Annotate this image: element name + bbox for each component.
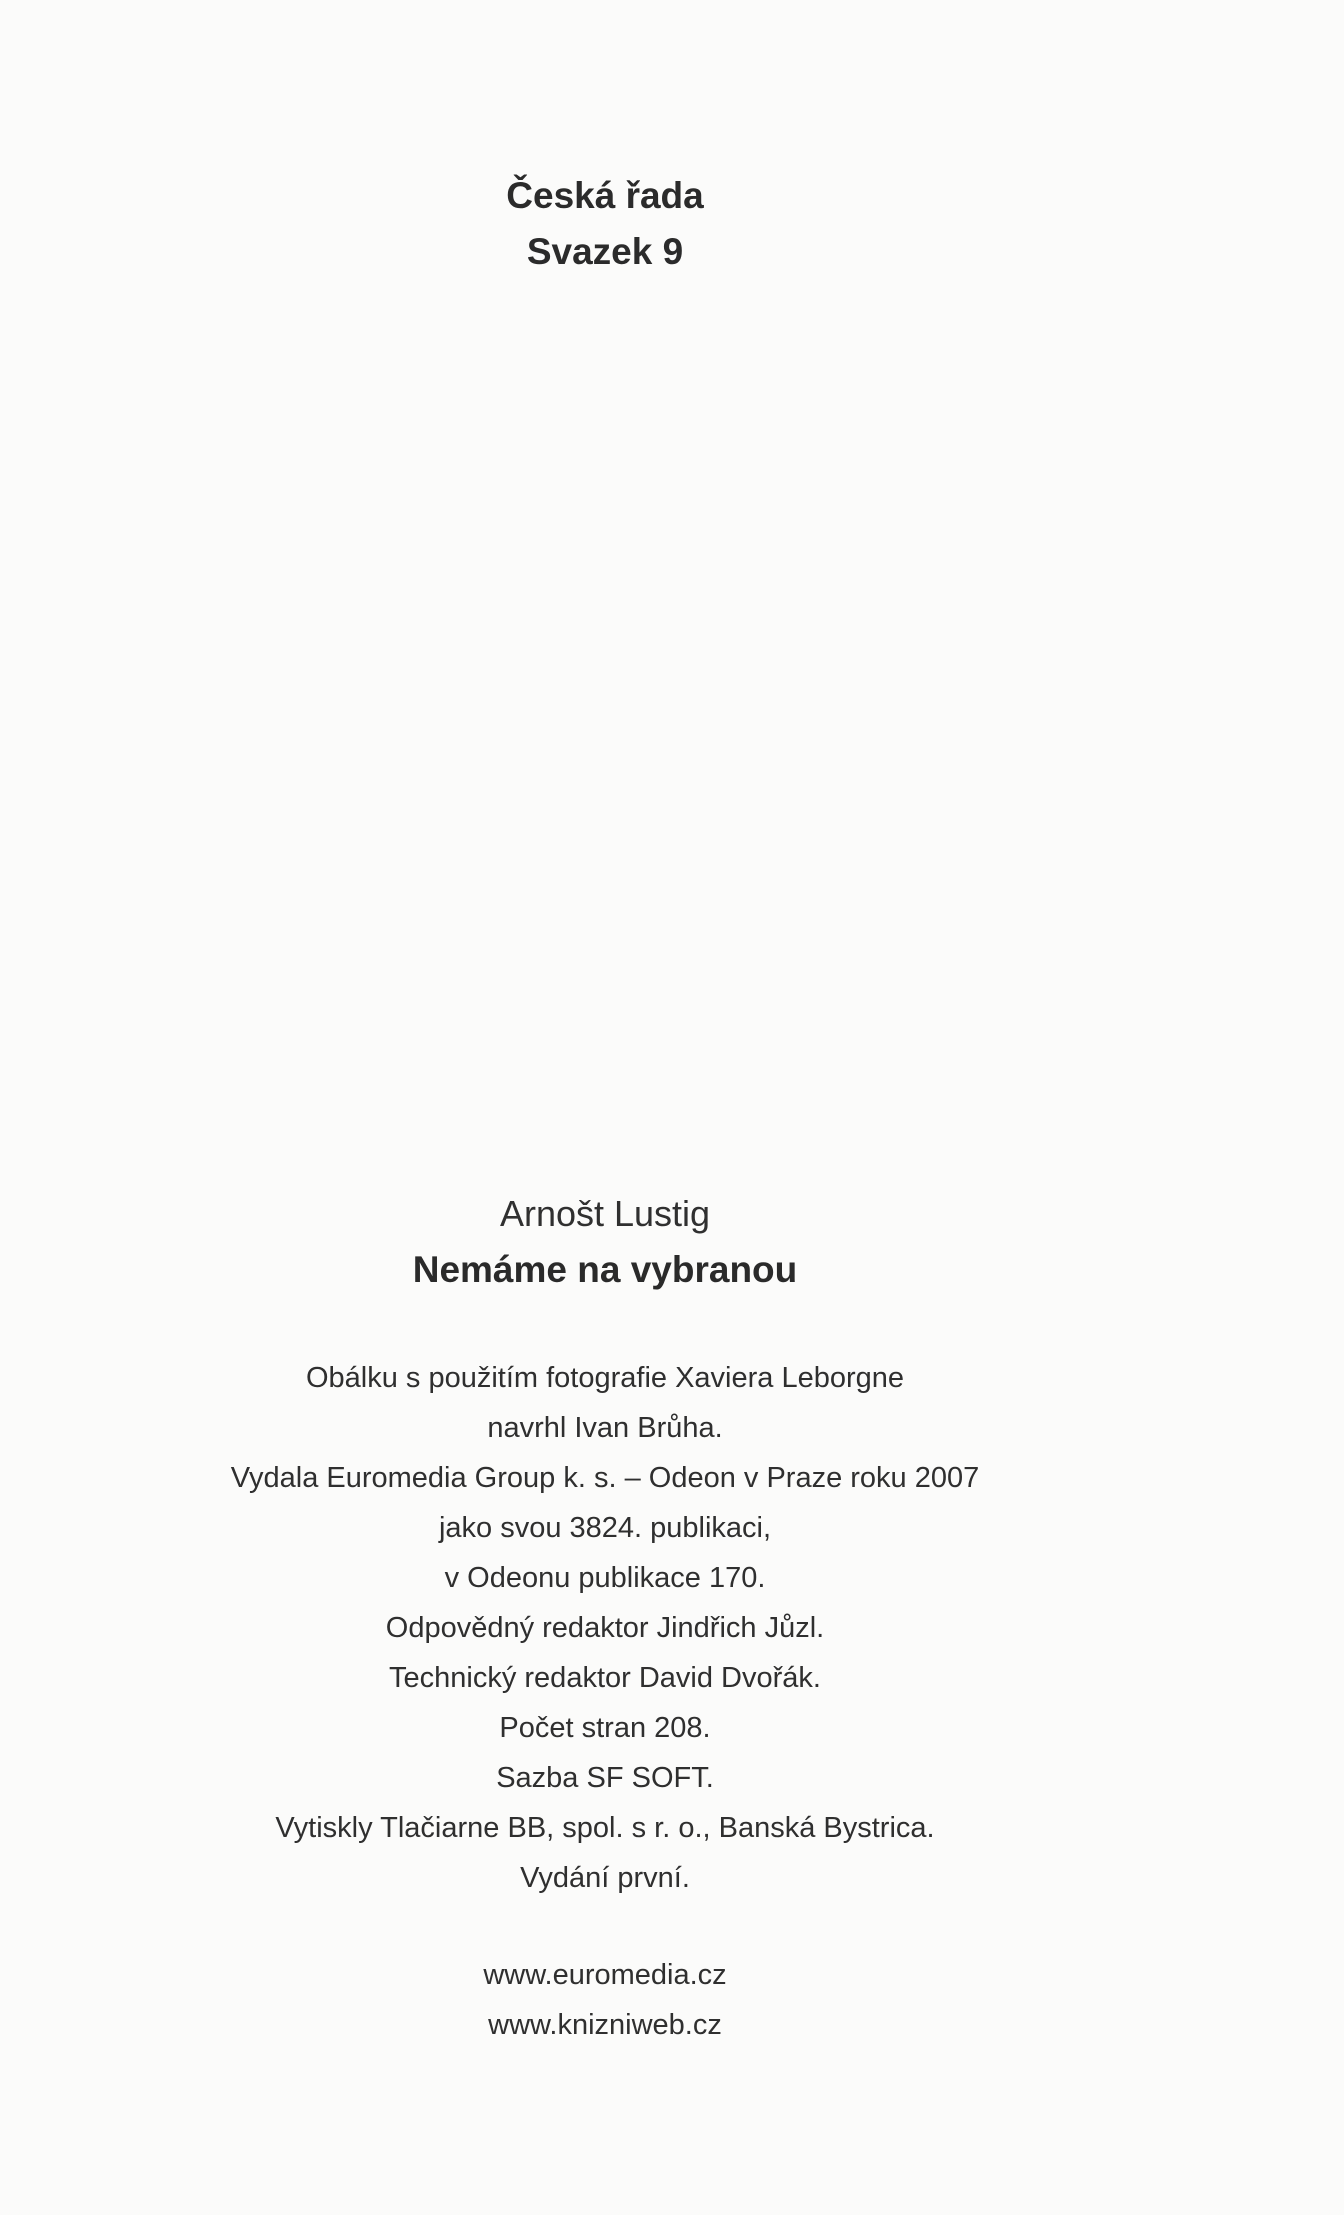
book-title: Nemáme na vybranou [412, 1249, 798, 1290]
colophon-line: Odpovědný redaktor Jindřich Jůzl. [385, 1612, 825, 1644]
colophon-line: Vydala Euromedia Group k. s. – Odeon v Praze roku 2007 [230, 1462, 980, 1494]
series-heading [0, 168, 1210, 280]
colophon-line: v Odeonu publikace 170. [444, 1562, 766, 1594]
colophon-line: navrhl Ivan Brůha. [487, 1412, 723, 1444]
book-author: Arnošt Lustig [499, 1193, 711, 1234]
website-knizniweb: www.knizniweb.cz [488, 2009, 722, 2041]
colophon [0, 1353, 1210, 1903]
colophon-line: Vytiskly Tlačiarne BB, spol. s r. o., Banská Bystrica. [275, 1812, 935, 1844]
book-heading [0, 1186, 1210, 1298]
series-name: Česká řada [506, 175, 704, 216]
website-euromedia: www.euromedia.cz [483, 1959, 727, 1991]
colophon-line: Sazba SF SOFT. [496, 1762, 714, 1794]
series-volume: Svazek 9 [526, 231, 684, 272]
colophon-line: Technický redaktor David Dvořák. [389, 1662, 821, 1694]
colophon-line: Obálku s použitím fotografie Xaviera Leborgne [305, 1362, 905, 1394]
colophon-line: Počet stran 208. [499, 1712, 711, 1744]
website-list [0, 1950, 1210, 2050]
colophon-line: Vydání první. [520, 1862, 690, 1894]
colophon-line: jako svou 3824. publikaci, [438, 1512, 772, 1544]
